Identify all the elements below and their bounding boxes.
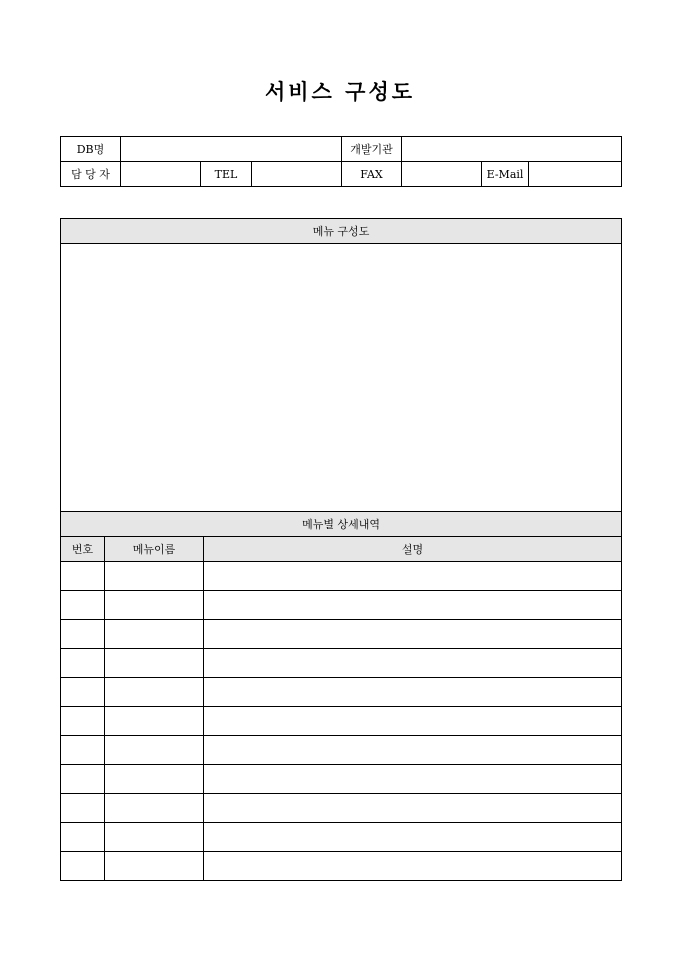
menu-structure-area[interactable] xyxy=(61,244,622,512)
row-menu-name-cell[interactable] xyxy=(105,852,204,881)
menu-table xyxy=(60,218,622,881)
manager-label: 담 당 자 xyxy=(61,162,121,187)
table-row xyxy=(61,736,622,765)
row-number-cell[interactable] xyxy=(61,678,105,707)
row-menu-name-cell[interactable] xyxy=(105,823,204,852)
row-description-cell[interactable] xyxy=(204,562,622,591)
email-label: E-Mail xyxy=(482,162,529,187)
table-row xyxy=(61,562,622,591)
row-description-cell[interactable] xyxy=(204,765,622,794)
org-field[interactable] xyxy=(402,137,622,162)
row-menu-name-cell[interactable] xyxy=(105,707,204,736)
row-menu-name-cell[interactable] xyxy=(105,562,204,591)
fax-field[interactable] xyxy=(402,162,482,187)
email-field[interactable] xyxy=(529,162,622,187)
row-description-cell[interactable] xyxy=(204,678,622,707)
row-number-cell[interactable] xyxy=(61,794,105,823)
menu-detail-header: 메뉴별 상세내역 xyxy=(61,512,622,537)
row-number-cell[interactable] xyxy=(61,765,105,794)
row-description-cell[interactable] xyxy=(204,591,622,620)
row-number-cell[interactable] xyxy=(61,852,105,881)
row-number-cell[interactable] xyxy=(61,591,105,620)
row-menu-name-cell[interactable] xyxy=(105,620,204,649)
row-menu-name-cell[interactable] xyxy=(105,794,204,823)
table-row xyxy=(61,620,622,649)
tel-label: TEL xyxy=(201,162,252,187)
row-description-cell[interactable] xyxy=(204,620,622,649)
db-name-field[interactable] xyxy=(121,137,342,162)
manager-field[interactable] xyxy=(121,162,201,187)
menu-structure-header: 메뉴 구성도 xyxy=(61,219,622,244)
row-number-cell[interactable] xyxy=(61,823,105,852)
row-description-cell[interactable] xyxy=(204,707,622,736)
table-row xyxy=(61,794,622,823)
table-row xyxy=(61,649,622,678)
row-menu-name-cell[interactable] xyxy=(105,649,204,678)
row-menu-name-cell[interactable] xyxy=(105,736,204,765)
table-row xyxy=(61,678,622,707)
row-number-cell[interactable] xyxy=(61,562,105,591)
table-row xyxy=(61,707,622,736)
org-label: 개발기관 xyxy=(342,137,402,162)
db-name-label: DB명 xyxy=(61,137,121,162)
info-table xyxy=(60,136,622,187)
tel-field[interactable] xyxy=(252,162,342,187)
fax-label: FAX xyxy=(342,162,402,187)
row-description-cell[interactable] xyxy=(204,649,622,678)
row-number-cell[interactable] xyxy=(61,649,105,678)
column-header-number: 번호 xyxy=(61,537,105,562)
row-description-cell[interactable] xyxy=(204,823,622,852)
page-title: 서비스 구성도 xyxy=(264,79,416,104)
row-menu-name-cell[interactable] xyxy=(105,678,204,707)
table-row xyxy=(61,765,622,794)
row-description-cell[interactable] xyxy=(204,852,622,881)
row-description-cell[interactable] xyxy=(204,794,622,823)
table-row xyxy=(61,823,622,852)
row-number-cell[interactable] xyxy=(61,707,105,736)
table-row xyxy=(61,591,622,620)
row-description-cell[interactable] xyxy=(204,736,622,765)
row-menu-name-cell[interactable] xyxy=(105,765,204,794)
row-number-cell[interactable] xyxy=(61,736,105,765)
column-header-menu-name: 메뉴이름 xyxy=(105,537,204,562)
column-header-description: 설명 xyxy=(204,537,622,562)
row-menu-name-cell[interactable] xyxy=(105,591,204,620)
table-row xyxy=(61,852,622,881)
row-number-cell[interactable] xyxy=(61,620,105,649)
